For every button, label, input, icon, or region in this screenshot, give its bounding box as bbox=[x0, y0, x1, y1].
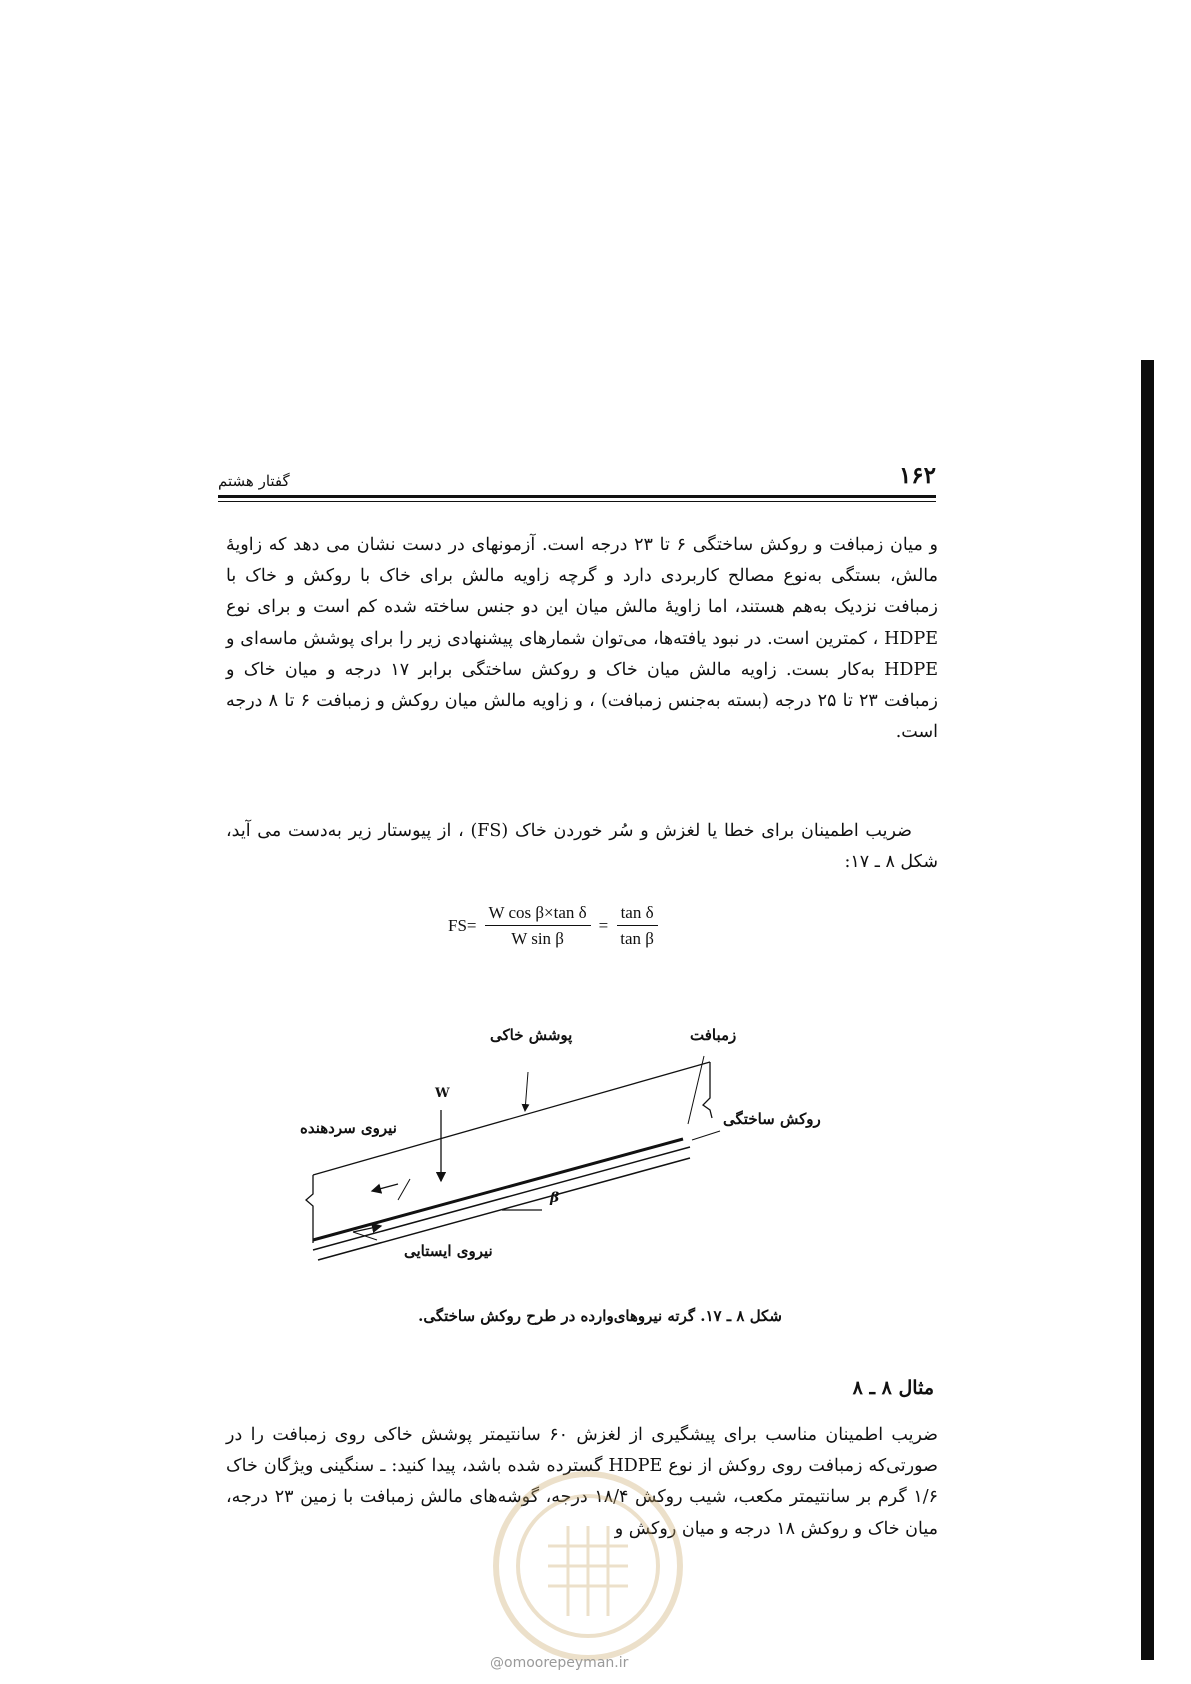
label-liner: روکش ساختگی bbox=[723, 1110, 821, 1128]
label-resisting-force: نیروی ایستایی bbox=[404, 1242, 493, 1260]
formula-numerator-2: tan δ bbox=[617, 903, 658, 926]
force-diagram bbox=[280, 1028, 900, 1288]
header-rule-thin bbox=[218, 501, 936, 502]
formula-lhs: FS= bbox=[448, 916, 477, 935]
liner-leader bbox=[692, 1131, 720, 1140]
driving-force-leader bbox=[398, 1179, 410, 1200]
page-number: ۱۶۲ bbox=[898, 462, 936, 489]
label-weight: W bbox=[435, 1086, 450, 1101]
label-soil-cover: پوشش خاکی bbox=[490, 1026, 573, 1044]
liner-line-bottom bbox=[318, 1158, 690, 1260]
right-break-mark bbox=[703, 1062, 712, 1118]
header-rule bbox=[218, 495, 936, 498]
force-diagram-drawing bbox=[280, 1028, 900, 1288]
safety-factor-formula bbox=[448, 896, 666, 956]
label-driving-force: نیروی سردهنده bbox=[300, 1119, 397, 1137]
label-geotextile: زمبافت bbox=[690, 1026, 737, 1044]
liner-line-top bbox=[313, 1147, 690, 1250]
chapter-title: گفتار هشتم bbox=[218, 472, 290, 490]
formula-numerator-1: W cos β×tan δ bbox=[485, 903, 591, 926]
paragraph-friction-angles: و میان زمبافت و روکش ساختگی ۶ تا ۲۳ درجه است. آزمونهای در دست نشان می دهد که زاویهٔ مالش، بستگی به‌نوع مصالح کاربردی دارد و گرچه زاویه مالش برای خاک با روکش و خاک با زمبافت نزدیک به‌هم هستند، اما زاویهٔ مالش میان این دو جنس ساخته شده کم است و برای نوع HDPE ، کمترین است. در نبود یافته‌ها، می‌توان شمارهای پیشنهادی زیر را برای پوشش ماسه‌ای و HDPE به‌کار بست. زاویه مالش میان خاک و روکش ساختگی برابر ۱۷ درجه و میان خاک و زمبافت ۲۳ تا ۲۵ درجه (بسته به‌جنس زمبافت) ، و زاویه مالش میان روکش و زمبافت ۶ تا ۸ درجه است. bbox=[226, 535, 939, 743]
watermark-seal bbox=[488, 1466, 688, 1666]
formula-denominator-1: W sin β bbox=[511, 929, 564, 948]
page-edge-bar bbox=[1141, 360, 1154, 1660]
formula-equals: = bbox=[598, 916, 609, 935]
formula-denominator-2: tan β bbox=[620, 929, 654, 948]
running-head bbox=[218, 462, 936, 502]
geotextile-line bbox=[313, 1139, 683, 1240]
driving-force-arrow bbox=[372, 1184, 398, 1191]
soil-cover-leader bbox=[525, 1072, 528, 1111]
formula-fraction-1 bbox=[485, 903, 591, 949]
formula-fraction-2 bbox=[616, 903, 658, 949]
example-text: ضریب اطمینان مناسب برای پیشگیری از لغزش ۶۰ سانتیمتر پوشش خاکی روی زمبافت را در صورتی‌که زمبافت روی روکش از نوع HDPE گسترده شده باشد، پیدا کنید: ـ سنگینی ویژگان خاک ۱/۶ گرم بر سانتیمتر مکعب، شیب روکش ۱۸/۴ درجه، گوشه‌های مالش زمبافت با زمین ۲۳ درجه، میان خاک و روکش ۱۸ درجه و میان روکش و bbox=[226, 1425, 939, 1539]
label-angle: β bbox=[550, 1190, 560, 1206]
watermark-site: @omoorepeyman.ir bbox=[490, 1655, 629, 1671]
figure-caption: شکل ۸ ـ ۱۷. گرته نیروهای‌وارده در طرح روکش ساختگی. bbox=[418, 1307, 782, 1325]
paragraph-safety-factor: ضریب اطمینان برای خطا یا لغزش و سُر خوردن خاک (FS) ، از پیوستار زیر به‌دست می آید، شکل ۸ ـ ۱۷: bbox=[226, 821, 938, 873]
left-break-mark bbox=[306, 1175, 313, 1243]
example-title: مثال ۸ ـ ۸ bbox=[852, 1377, 934, 1399]
